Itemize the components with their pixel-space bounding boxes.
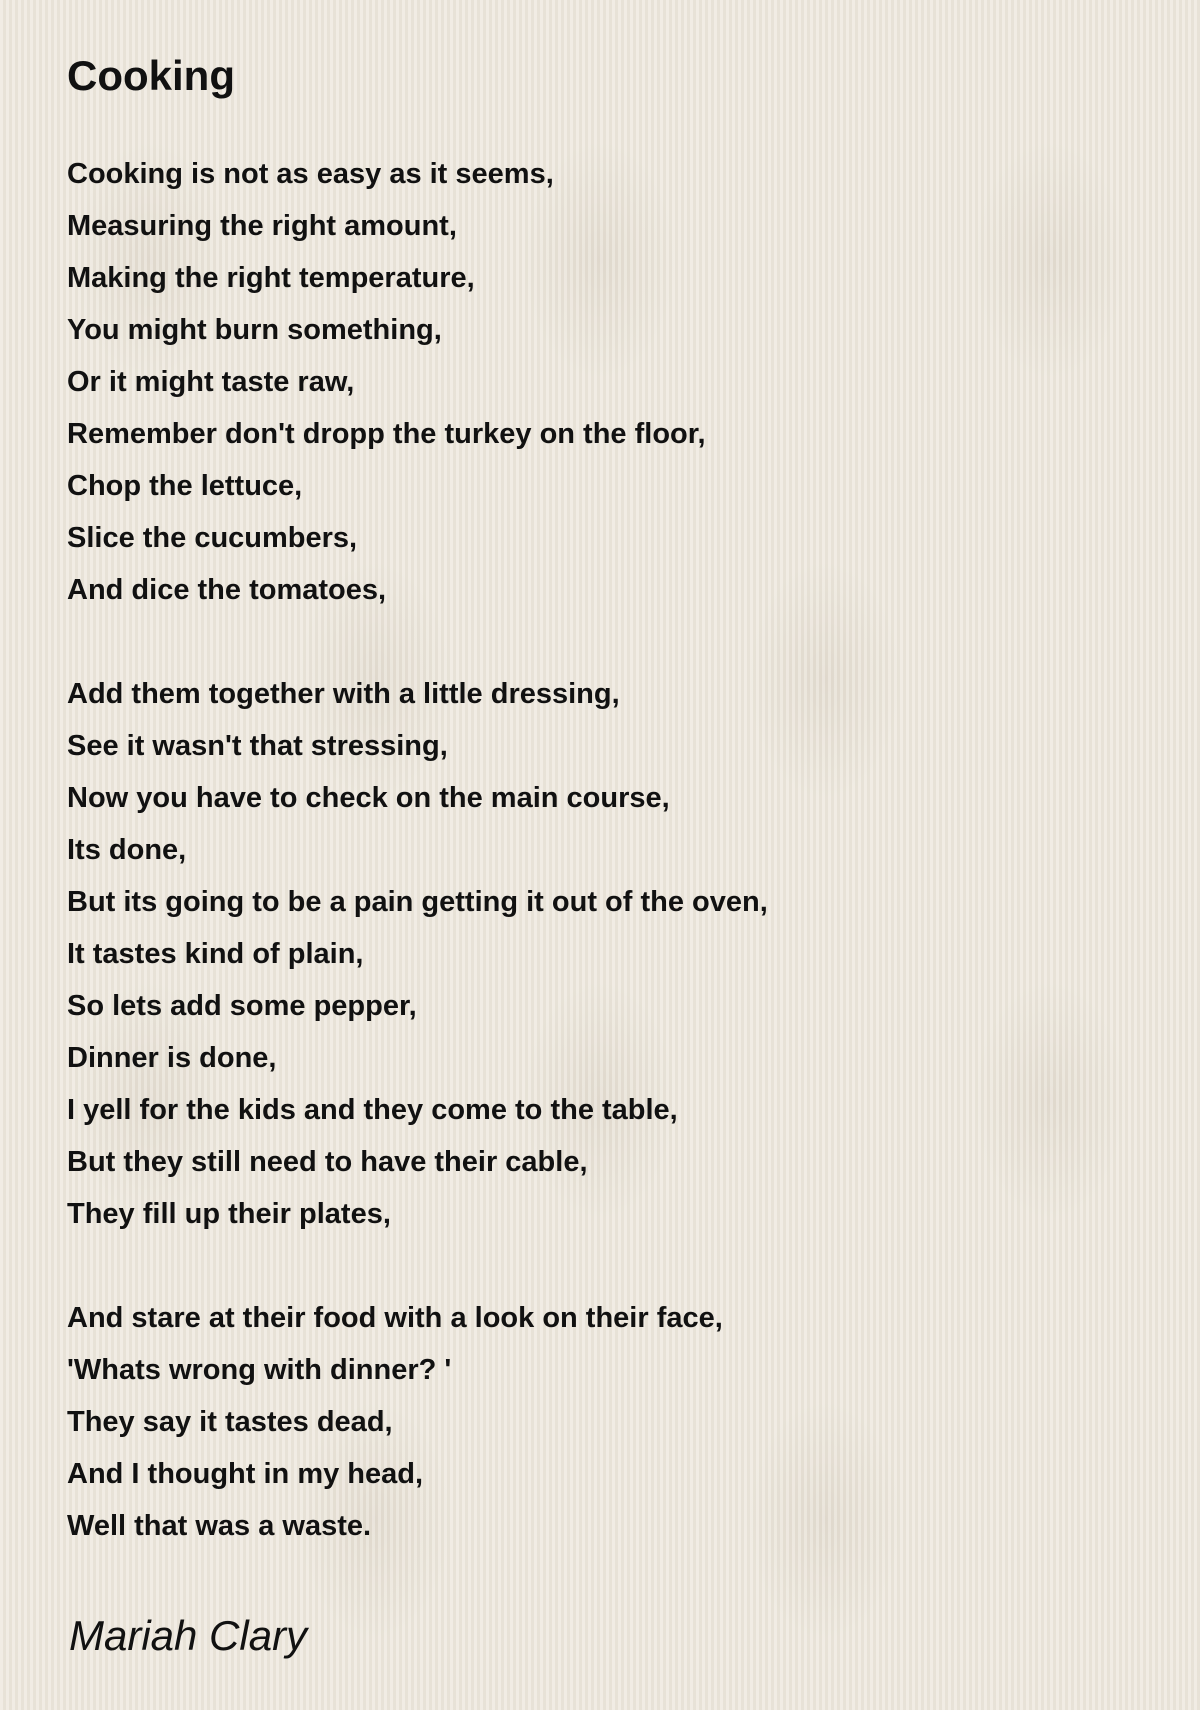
poem-line: Chop the lettuce,	[67, 470, 303, 502]
poem-line: Its done,	[67, 834, 187, 866]
poem-body	[67, 148, 1147, 1552]
poem-line: And stare at their food with a look on their face,	[67, 1302, 723, 1334]
poem-line: Cooking is not as easy as it seems,	[67, 158, 554, 190]
poem-line: Or it might taste raw,	[67, 366, 355, 398]
poem-line: You might burn something,	[67, 314, 442, 346]
poem-line: Slice the cucumbers,	[67, 522, 358, 554]
stanza-break	[67, 616, 1147, 668]
poem-author: Mariah Clary	[69, 1612, 308, 1659]
poem-line: Now you have to check on the main course,	[67, 782, 670, 814]
poem-title: Cooking	[67, 52, 235, 99]
poem-line: It tastes kind of plain,	[67, 938, 364, 970]
poem-line: Well that was a waste.	[67, 1510, 372, 1542]
poem-line: And I thought in my head,	[67, 1458, 424, 1490]
poem-line: Dinner is done,	[67, 1042, 277, 1074]
poem-line: Remember don't dropp the turkey on the floor,	[67, 418, 706, 450]
poem-line: Measuring the right amount,	[67, 210, 457, 242]
poem-line: Add them together with a little dressing,	[67, 678, 620, 710]
poem-page	[67, 50, 1147, 1662]
poem-line: And dice the tomatoes,	[67, 574, 387, 606]
poem-line: They fill up their plates,	[67, 1198, 391, 1230]
poem-line: 'Whats wrong with dinner? '	[67, 1354, 452, 1386]
poem-line: Making the right temperature,	[67, 262, 475, 294]
poem-line: But they still need to have their cable,	[67, 1146, 588, 1178]
poem-line: But its going to be a pain getting it out of the oven,	[67, 886, 768, 918]
poem-line: They say it tastes dead,	[67, 1406, 393, 1438]
stanza-break	[67, 1240, 1147, 1292]
poem-line: See it wasn't that stressing,	[67, 730, 448, 762]
poem-line: So lets add some pepper,	[67, 990, 417, 1022]
poem-line: I yell for the kids and they come to the table,	[67, 1094, 678, 1126]
